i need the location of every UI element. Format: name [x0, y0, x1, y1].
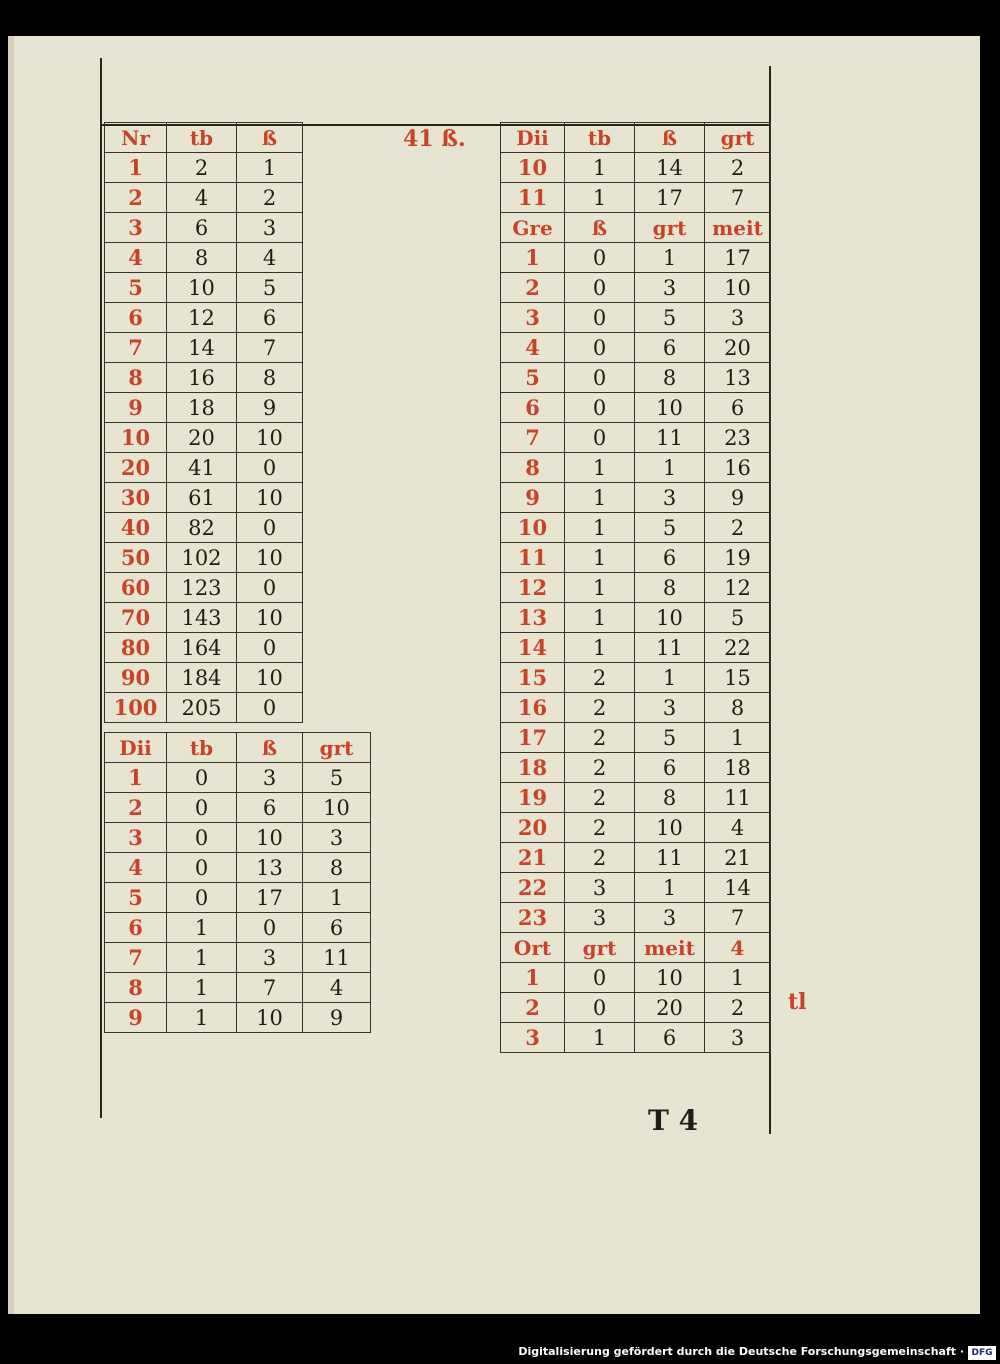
row-label: 9	[501, 483, 565, 513]
table-cell: 6	[237, 303, 303, 333]
table-cell: 14	[705, 873, 771, 903]
table-cell: 8	[635, 573, 705, 603]
table-cell: 17	[237, 883, 303, 913]
row-label: 100	[105, 693, 167, 723]
row-label: 23	[501, 903, 565, 933]
table-cell: 9	[303, 1003, 371, 1033]
row-label: 10	[501, 513, 565, 543]
table-cell: 6	[303, 913, 371, 943]
table-cell: 0	[167, 883, 237, 913]
table-cell: 5	[303, 763, 371, 793]
conversion-table-2	[104, 732, 371, 1033]
column-header: Ort	[501, 933, 565, 963]
table-cell: 3	[565, 873, 635, 903]
table-cell: 22	[705, 633, 771, 663]
table-cell: 6	[237, 793, 303, 823]
table-cell: 2	[565, 753, 635, 783]
table-cell: 10	[237, 603, 303, 633]
table-cell: 164	[167, 633, 237, 663]
table-cell: 10	[237, 543, 303, 573]
table-cell: 3	[237, 213, 303, 243]
table-cell: 6	[635, 543, 705, 573]
row-label: 3	[501, 1023, 565, 1053]
table-row	[501, 273, 771, 303]
page-edge	[8, 36, 14, 1314]
table-row	[105, 913, 371, 943]
column-header: ß	[635, 123, 705, 153]
table-row	[105, 823, 371, 853]
table-cell: 0	[565, 243, 635, 273]
table-row	[501, 1023, 771, 1053]
column-header: Gre	[501, 213, 565, 243]
margin-note: tl	[788, 989, 807, 1015]
row-label: 7	[105, 943, 167, 973]
table-cell: 0	[167, 793, 237, 823]
table-cell: 3	[635, 693, 705, 723]
table-cell: 18	[705, 753, 771, 783]
table-cell: 5	[635, 303, 705, 333]
column-header: meit	[705, 213, 771, 243]
table-cell: 5	[635, 513, 705, 543]
table-row	[501, 753, 771, 783]
dfg-logo: DFG	[968, 1346, 996, 1360]
table-cell: 3	[705, 1023, 771, 1053]
column-header: 4	[705, 933, 771, 963]
table-cell: 4	[167, 183, 237, 213]
row-label: 13	[501, 603, 565, 633]
table-cell: 9	[237, 393, 303, 423]
table-cell: 10	[635, 393, 705, 423]
table-row	[105, 1003, 371, 1033]
row-label: 5	[105, 883, 167, 913]
table-cell: 3	[565, 903, 635, 933]
table-cell: 12	[705, 573, 771, 603]
row-label: 4	[105, 243, 167, 273]
table-cell: 3	[635, 273, 705, 303]
row-label: 22	[501, 873, 565, 903]
table-cell: 19	[705, 543, 771, 573]
table-cell: 2	[705, 153, 771, 183]
table-row	[501, 663, 771, 693]
table-cell: 0	[565, 303, 635, 333]
table-cell: 6	[167, 213, 237, 243]
table-row	[501, 243, 771, 273]
table-cell: 12	[167, 303, 237, 333]
row-label: 3	[105, 823, 167, 853]
row-label: 5	[105, 273, 167, 303]
table-row	[501, 873, 771, 903]
table-cell: 1	[705, 963, 771, 993]
table-cell: 1	[167, 943, 237, 973]
row-label: 7	[105, 333, 167, 363]
table-row	[501, 543, 771, 573]
column-header: grt	[635, 213, 705, 243]
row-label: 20	[105, 453, 167, 483]
table-cell: 13	[705, 363, 771, 393]
table-row	[105, 663, 303, 693]
row-label: 40	[105, 513, 167, 543]
column-header: ß	[237, 123, 303, 153]
row-label: 80	[105, 633, 167, 663]
row-label: 70	[105, 603, 167, 633]
row-label: 1	[501, 963, 565, 993]
table-row	[105, 543, 303, 573]
table-cell: 10	[635, 603, 705, 633]
column-header: grt	[303, 733, 371, 763]
column-header: grt	[705, 123, 771, 153]
table-cell: 8	[705, 693, 771, 723]
table-row	[105, 273, 303, 303]
row-label: 30	[105, 483, 167, 513]
table-header-row	[105, 733, 371, 763]
table-cell: 0	[167, 853, 237, 883]
table-row	[105, 693, 303, 723]
column-header: Dii	[501, 123, 565, 153]
row-label: 2	[501, 273, 565, 303]
table-cell: 5	[705, 603, 771, 633]
table-cell: 10	[237, 1003, 303, 1033]
table-cell: 2	[565, 723, 635, 753]
table-row	[105, 943, 371, 973]
table-row	[105, 573, 303, 603]
table-cell: 184	[167, 663, 237, 693]
table-cell: 0	[237, 513, 303, 543]
table-row	[105, 483, 303, 513]
table-cell: 1	[565, 603, 635, 633]
table-row	[105, 153, 303, 183]
table-cell: 6	[705, 393, 771, 423]
table-row	[501, 153, 771, 183]
table-cell: 14	[167, 333, 237, 363]
table-cell: 0	[167, 763, 237, 793]
table-cell: 1	[565, 183, 635, 213]
table-cell: 1	[167, 1003, 237, 1033]
row-label: 50	[105, 543, 167, 573]
row-label: 2	[105, 793, 167, 823]
row-label: 16	[501, 693, 565, 723]
table-cell: 10	[635, 813, 705, 843]
table-cell: 21	[705, 843, 771, 873]
table-cell: 8	[303, 853, 371, 883]
table-cell: 5	[635, 723, 705, 753]
table-cell: 61	[167, 483, 237, 513]
table-cell: 7	[705, 183, 771, 213]
table-row	[105, 603, 303, 633]
row-label: 2	[501, 993, 565, 1023]
row-label: 1	[105, 153, 167, 183]
table-header-row	[105, 123, 303, 153]
row-label: 17	[501, 723, 565, 753]
table-cell: 3	[237, 763, 303, 793]
table-cell: 2	[565, 813, 635, 843]
table-cell: 15	[705, 663, 771, 693]
table-header-row	[501, 123, 771, 153]
row-label: 19	[501, 783, 565, 813]
conversion-table-1	[104, 122, 303, 723]
table-row	[105, 183, 303, 213]
digitization-credit: Digitalisierung gefördert durch die Deutsche Forschungsgemeinschaft ·	[518, 1345, 964, 1358]
row-label: 3	[105, 213, 167, 243]
table-row	[501, 573, 771, 603]
table-cell: 0	[565, 993, 635, 1023]
table-cell: 2	[565, 783, 635, 813]
table-cell: 18	[167, 393, 237, 423]
table-cell: 1	[565, 633, 635, 663]
table-cell: 11	[705, 783, 771, 813]
row-label: 21	[501, 843, 565, 873]
table-cell: 0	[237, 573, 303, 603]
table-cell: 6	[635, 753, 705, 783]
table-cell: 0	[565, 363, 635, 393]
table-cell: 0	[237, 693, 303, 723]
table-row	[105, 883, 371, 913]
table-cell: 2	[167, 153, 237, 183]
column-header: Nr	[105, 123, 167, 153]
table-cell: 10	[237, 663, 303, 693]
row-label: 8	[105, 973, 167, 1003]
table-row	[501, 723, 771, 753]
table-cell: 10	[237, 423, 303, 453]
table-cell: 2	[705, 993, 771, 1023]
row-label: 20	[501, 813, 565, 843]
table-cell: 3	[635, 483, 705, 513]
table-cell: 3	[237, 943, 303, 973]
row-label: 9	[105, 1003, 167, 1033]
table-cell: 10	[705, 273, 771, 303]
table-cell: 20	[705, 333, 771, 363]
table-row	[105, 423, 303, 453]
row-label: 18	[501, 753, 565, 783]
table-cell: 0	[237, 913, 303, 943]
table-cell: 143	[167, 603, 237, 633]
table-cell: 11	[635, 843, 705, 873]
table-cell: 20	[635, 993, 705, 1023]
table-cell: 4	[303, 973, 371, 1003]
table-cell: 6	[635, 1023, 705, 1053]
row-label: 14	[501, 633, 565, 663]
column-header: tb	[167, 733, 237, 763]
table-cell: 3	[303, 823, 371, 853]
table-cell: 1	[565, 153, 635, 183]
table-cell: 23	[705, 423, 771, 453]
row-label: 8	[501, 453, 565, 483]
table-cell: 0	[565, 423, 635, 453]
table-cell: 2	[237, 183, 303, 213]
table-cell: 0	[565, 393, 635, 423]
table-cell: 1	[565, 513, 635, 543]
table-cell: 7	[705, 903, 771, 933]
signature-mark: T 4	[648, 1104, 699, 1137]
table-row	[501, 633, 771, 663]
book-page	[8, 36, 980, 1314]
table-cell: 11	[635, 633, 705, 663]
table-cell: 10	[635, 963, 705, 993]
row-label: 4	[105, 853, 167, 883]
table-cell: 16	[167, 363, 237, 393]
table-row	[105, 243, 303, 273]
table-cell: 7	[237, 973, 303, 1003]
table-cell: 0	[565, 963, 635, 993]
table-cell: 3	[705, 303, 771, 333]
table-cell: 6	[635, 333, 705, 363]
table-cell: 1	[565, 453, 635, 483]
table-cell: 0	[237, 633, 303, 663]
table-cell: 1	[565, 1023, 635, 1053]
table-row	[105, 363, 303, 393]
table-row	[105, 393, 303, 423]
column-header: grt	[565, 933, 635, 963]
table-cell: 10	[237, 823, 303, 853]
table-cell: 1	[705, 723, 771, 753]
table-cell: 1	[167, 913, 237, 943]
column-header: ß	[237, 733, 303, 763]
table-cell: 1	[635, 243, 705, 273]
row-label: 7	[501, 423, 565, 453]
row-label: 10	[105, 423, 167, 453]
table-row	[501, 963, 771, 993]
table-cell: 123	[167, 573, 237, 603]
table-cell: 13	[237, 853, 303, 883]
table-cell: 1	[635, 663, 705, 693]
table-cell: 205	[167, 693, 237, 723]
table-row	[105, 513, 303, 543]
table-cell: 2	[565, 663, 635, 693]
table-row	[501, 783, 771, 813]
table-cell: 11	[635, 423, 705, 453]
table-cell: 1	[565, 483, 635, 513]
table-cell: 3	[635, 903, 705, 933]
table-cell: 9	[705, 483, 771, 513]
table-cell: 0	[565, 333, 635, 363]
table-row	[105, 333, 303, 363]
table-row	[105, 213, 303, 243]
table-row	[501, 333, 771, 363]
table-cell: 16	[705, 453, 771, 483]
table-cell: 4	[705, 813, 771, 843]
row-label: 6	[105, 303, 167, 333]
row-label: 6	[501, 393, 565, 423]
table-cell: 2	[565, 693, 635, 723]
table-row	[105, 853, 371, 883]
table-cell: 5	[237, 273, 303, 303]
table-row	[501, 513, 771, 543]
table-cell: 1	[635, 453, 705, 483]
table-cell: 10	[167, 273, 237, 303]
column-header: meit	[635, 933, 705, 963]
table-row	[501, 603, 771, 633]
row-label: 90	[105, 663, 167, 693]
table-cell: 1	[635, 873, 705, 903]
table-row	[501, 483, 771, 513]
table-cell: 0	[237, 453, 303, 483]
table-cell: 41	[167, 453, 237, 483]
table-row	[105, 453, 303, 483]
table-cell: 8	[167, 243, 237, 273]
table-cell: 4	[237, 243, 303, 273]
table-row	[501, 303, 771, 333]
row-label: 4	[501, 333, 565, 363]
column-header: tb	[167, 123, 237, 153]
table-cell: 14	[635, 153, 705, 183]
row-label: 2	[105, 183, 167, 213]
column-header: Dii	[105, 733, 167, 763]
table-cell: 8	[635, 363, 705, 393]
row-label: 8	[105, 363, 167, 393]
left-frame-rule	[100, 58, 102, 1118]
table-row	[105, 793, 371, 823]
table-cell: 1	[565, 543, 635, 573]
row-label: 60	[105, 573, 167, 603]
row-label: 15	[501, 663, 565, 693]
table-row	[501, 993, 771, 1023]
table-cell: 8	[635, 783, 705, 813]
table-row	[501, 813, 771, 843]
table-row	[105, 303, 303, 333]
row-label: 1	[501, 243, 565, 273]
table-cell: 11	[303, 943, 371, 973]
table-header-row	[501, 933, 771, 963]
table-cell: 2	[705, 513, 771, 543]
table-cell: 17	[705, 243, 771, 273]
table-cell: 82	[167, 513, 237, 543]
row-label: 12	[501, 573, 565, 603]
table-row	[501, 843, 771, 873]
row-label: 1	[105, 763, 167, 793]
table-cell: 102	[167, 543, 237, 573]
table-cell: 1	[303, 883, 371, 913]
row-label: 5	[501, 363, 565, 393]
table-cell: 10	[303, 793, 371, 823]
table-cell: 2	[565, 843, 635, 873]
table-cell: 7	[237, 333, 303, 363]
table-cell: 10	[237, 483, 303, 513]
table-row	[501, 423, 771, 453]
table-row	[501, 453, 771, 483]
table-row	[501, 183, 771, 213]
row-label: 10	[501, 153, 565, 183]
row-label: 11	[501, 543, 565, 573]
table-cell: 0	[565, 273, 635, 303]
table-cell: 1	[167, 973, 237, 1003]
row-label: 11	[501, 183, 565, 213]
table-row	[501, 363, 771, 393]
column-header: ß	[565, 213, 635, 243]
table-row	[501, 393, 771, 423]
conversion-table-3	[500, 122, 771, 1053]
table-row	[105, 973, 371, 1003]
page-heading: 41 ß.	[403, 126, 466, 152]
row-label: 3	[501, 303, 565, 333]
table-cell: 1	[237, 153, 303, 183]
table-row	[501, 903, 771, 933]
column-header: tb	[565, 123, 635, 153]
row-label: 6	[105, 913, 167, 943]
table-row	[501, 693, 771, 723]
table-cell: 8	[237, 363, 303, 393]
table-cell: 20	[167, 423, 237, 453]
table-cell: 1	[565, 573, 635, 603]
table-header-row	[501, 213, 771, 243]
row-label: 9	[105, 393, 167, 423]
table-row	[105, 633, 303, 663]
table-cell: 0	[167, 823, 237, 853]
table-row	[105, 763, 371, 793]
table-cell: 17	[635, 183, 705, 213]
